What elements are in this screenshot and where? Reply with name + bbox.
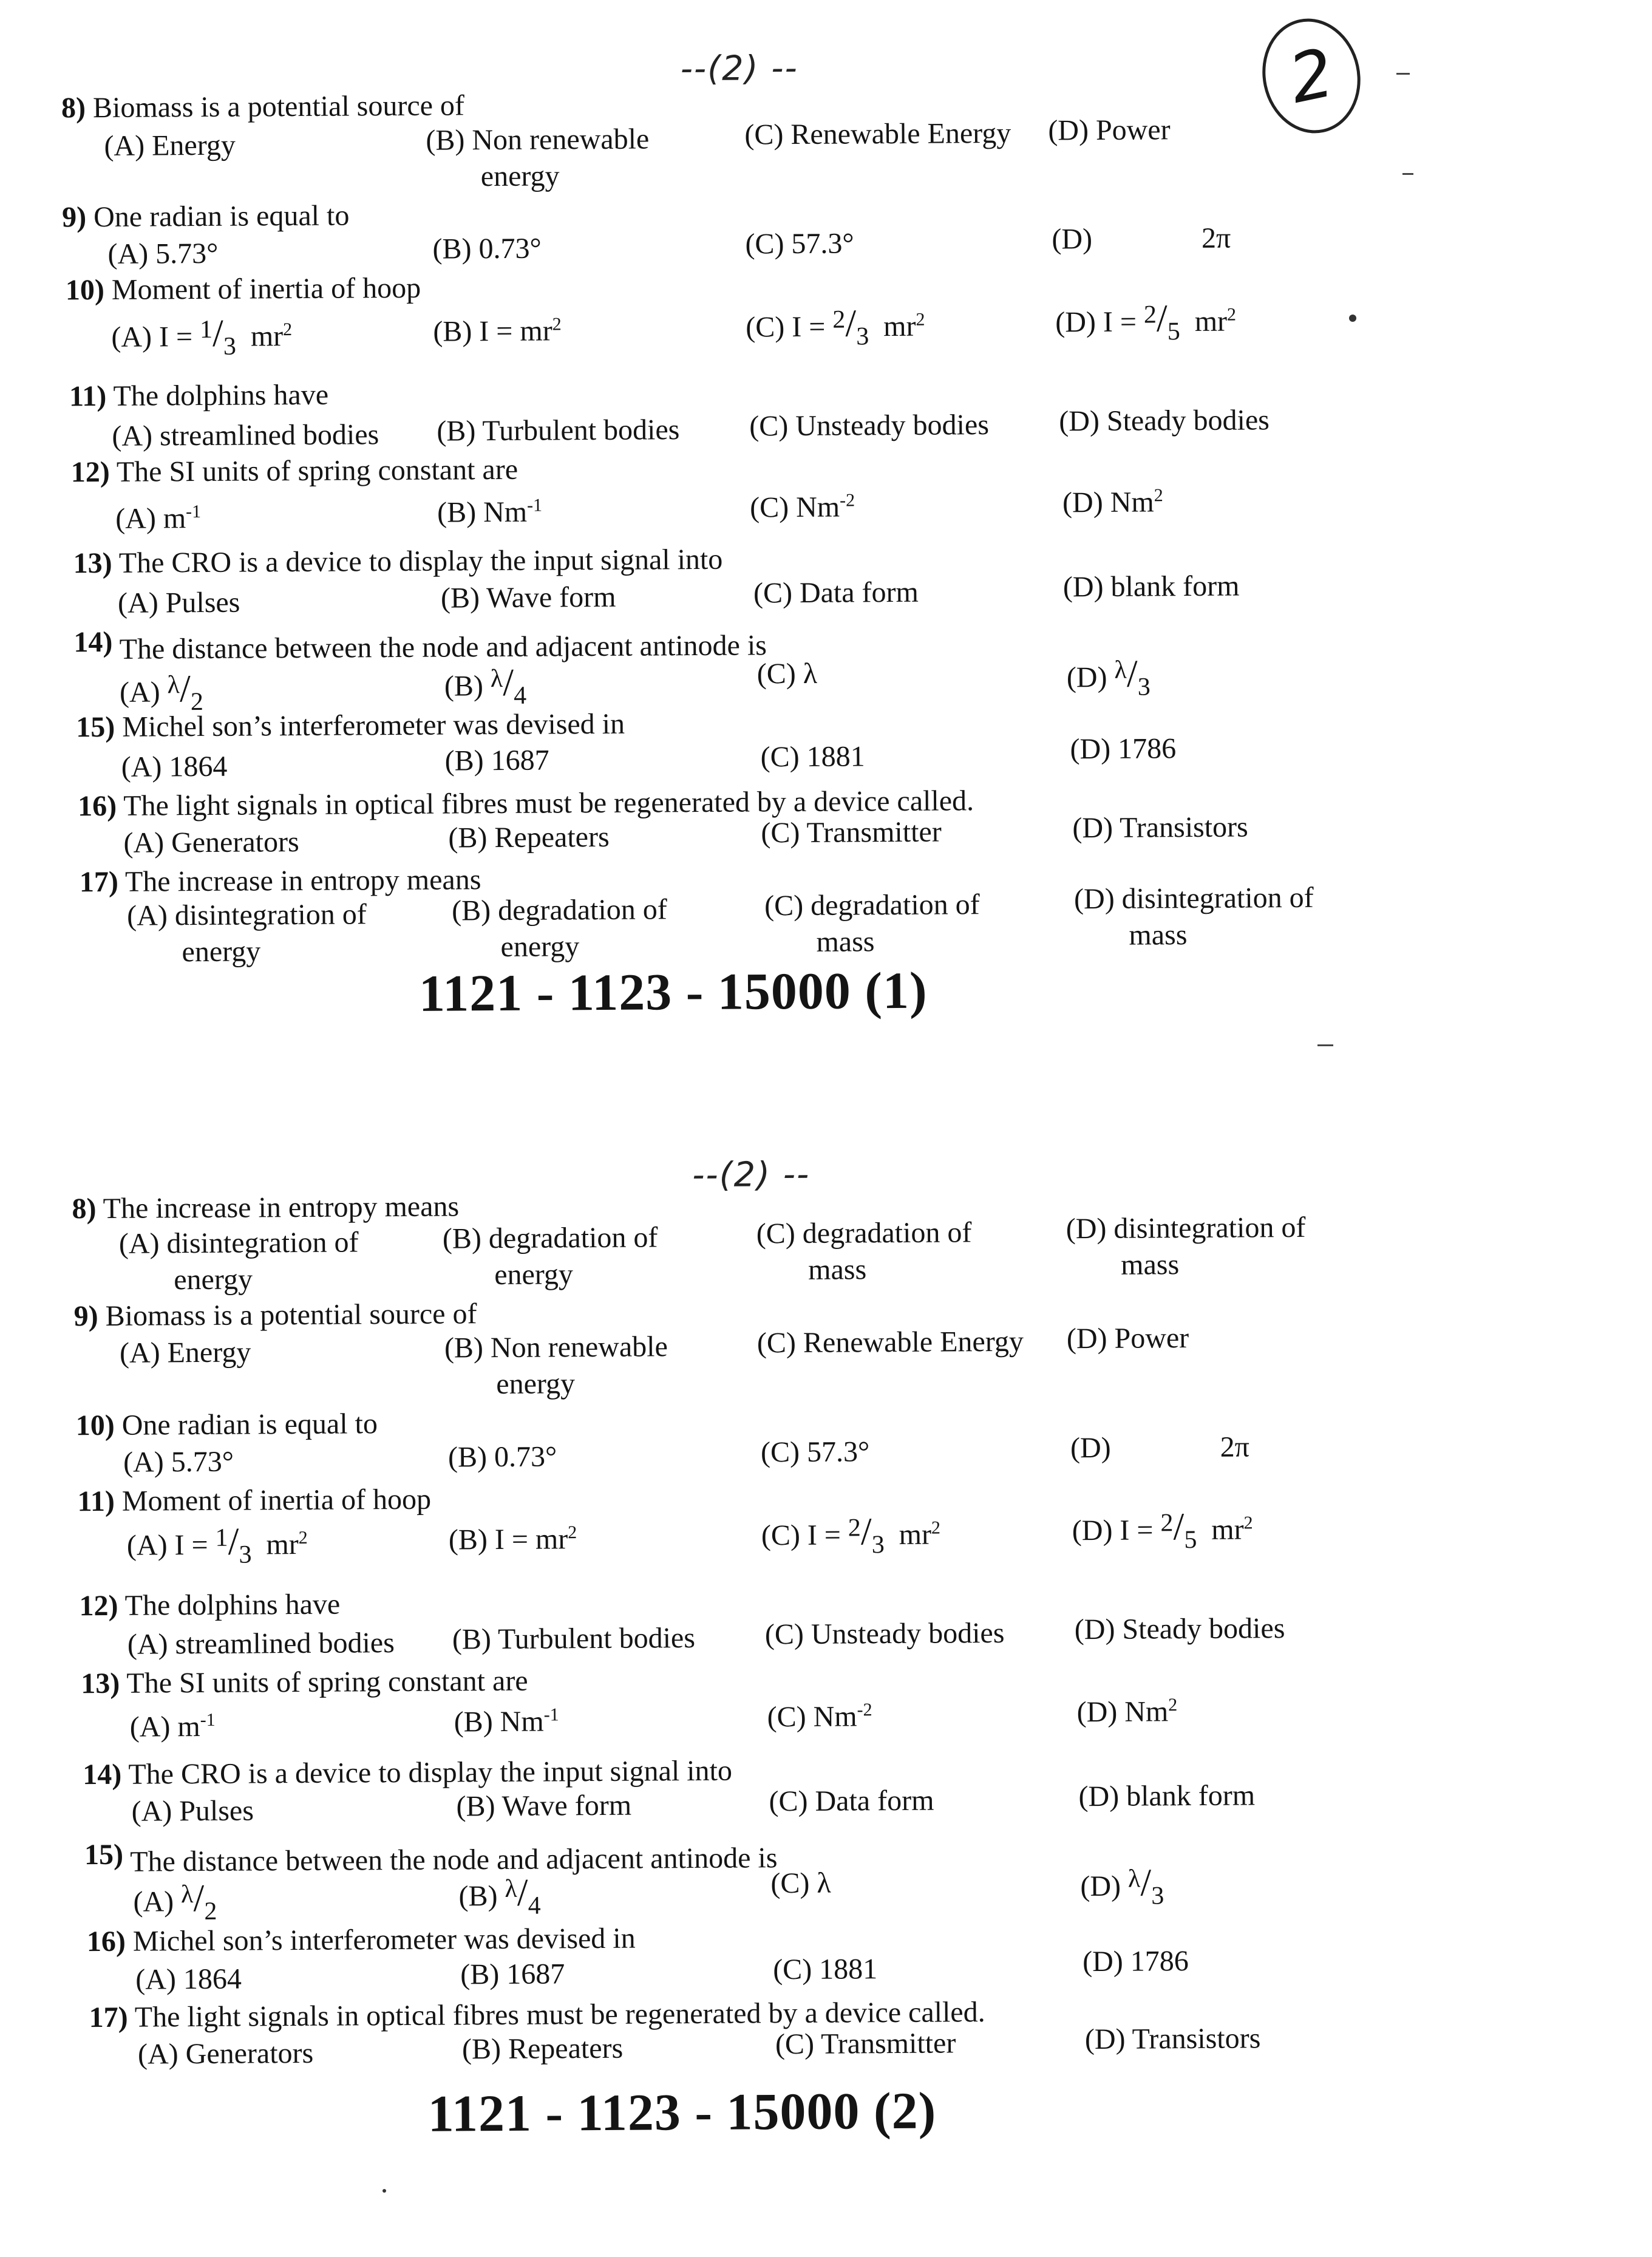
option-d: (D) Power xyxy=(1066,1322,1189,1355)
option-c: (C) degradation of mass xyxy=(756,1216,972,1286)
option-d: (D) blank form xyxy=(1078,1779,1256,1813)
question: 17) The increase in entropy means xyxy=(79,863,481,899)
option-a: (A) 5.73° xyxy=(107,237,219,270)
question-block-2 xyxy=(0,1143,1652,2143)
fraction: λ/4 xyxy=(505,1870,541,1920)
option-d: (D) 1786 xyxy=(1082,1945,1189,1978)
question xyxy=(61,91,464,123)
paper-code: 1121 - 1123 - 15000 (2) xyxy=(427,2081,937,2143)
margin-mark xyxy=(1317,1044,1333,1046)
option-d: (D) Nm$^2$ xyxy=(1062,485,1163,519)
option-a: (A) Pulses xyxy=(117,586,240,619)
option-a: (A) 5.73° xyxy=(123,1445,234,1479)
option-b: (B) Repeaters xyxy=(461,2032,624,2066)
fraction: λ/4 xyxy=(490,660,527,710)
option-b: (B) 1687 xyxy=(460,1958,565,1991)
option-a: (A) streamlined bodies xyxy=(127,1627,395,1661)
option-a: (A) $m^{-1}$ xyxy=(129,1709,216,1743)
option-a: (A) 1864 xyxy=(135,1963,242,1996)
option-b: (B) Wave form xyxy=(456,1789,632,1823)
question: 8) The increase in entropy means xyxy=(72,1190,460,1225)
option-c: (C) I = 2/3 $mr^2$ xyxy=(746,301,925,351)
option-b: (B) $I = mr^2$ xyxy=(433,314,562,348)
question: 11) Moment of inertia of hoop xyxy=(77,1483,432,1518)
option-c: (C) 1881 xyxy=(760,740,865,774)
question: 13) The SI units of spring constant are xyxy=(81,1664,528,1700)
option-a: (A) I = 1/3 $mr^2$ xyxy=(126,1519,308,1569)
option-d: (D) disintegration of mass xyxy=(1066,1211,1306,1281)
option-b: (B) Wave form xyxy=(440,580,616,614)
option-b: (B) Repeaters xyxy=(448,820,610,854)
fraction: λ/3 xyxy=(1127,1860,1164,1910)
option-c: (C) Transmitter xyxy=(761,815,942,849)
option-c: (C) Data form xyxy=(753,576,919,610)
question: 10) Moment of inertia of hoop xyxy=(65,271,421,307)
question: 9) One radian is equal to xyxy=(62,199,350,234)
option-c: (C) I = 2/3 $mr^2$ xyxy=(761,1510,941,1559)
option-a: (A) Generators xyxy=(137,2037,314,2071)
question: 13) The CRO is a device to display the input signal into xyxy=(73,543,723,580)
fraction: 1/3 xyxy=(199,311,237,361)
margin-mark xyxy=(1396,73,1410,75)
margin-mark xyxy=(1402,173,1413,175)
option-b: (B) Turbulent bodies xyxy=(437,414,680,448)
question-text: Biomass is a potential source of xyxy=(92,89,465,124)
question: 9) Biomass is a potential source of xyxy=(73,1298,477,1333)
option-b: (B) $Nm^{-1}$ xyxy=(437,495,543,529)
option-d: (D) λ/3 xyxy=(1066,652,1151,701)
fraction: 2/3 xyxy=(848,1510,885,1559)
question: 16) The light signals in optical fibres must be regenerated by a device called. xyxy=(77,785,974,823)
option-c: (C) λ xyxy=(756,657,818,690)
option-d: (D) 2π xyxy=(1070,1431,1250,1465)
option-c: (C) $Nm^{-2}$ xyxy=(767,1700,872,1734)
option-a: (A) λ/2 xyxy=(119,667,204,717)
option-a: (A) Pulses xyxy=(131,1794,254,1828)
option-c: (C) 1881 xyxy=(773,1953,878,1986)
fraction: λ/2 xyxy=(180,1876,217,1925)
fraction: λ/2 xyxy=(167,667,204,717)
option-b: (B) degradation of energy xyxy=(452,893,667,963)
option-c: (C) Unsteady bodies xyxy=(764,1616,1005,1651)
option-a: (A) λ/2 xyxy=(133,1876,217,1925)
option-b: (B) Turbulent bodies xyxy=(452,1622,696,1656)
option-b: (B) λ/4 xyxy=(458,1870,541,1920)
page-mark-circle xyxy=(1252,9,1371,142)
option-c: (C) λ xyxy=(770,1867,831,1900)
option-b: (B) $Nm^{-1}$ xyxy=(454,1704,559,1738)
option-d: (D) 2π xyxy=(1052,222,1231,256)
option-d: (D) Transistors xyxy=(1084,2022,1261,2056)
page-mark: 2 xyxy=(1282,33,1341,118)
option-c: (C) degradation of mass xyxy=(764,888,980,958)
option-c: (C) Transmitter xyxy=(775,2027,956,2061)
option-d: (D) Steady bodies xyxy=(1074,1612,1285,1646)
question: 16) Michel son’s interferometer was devised in xyxy=(86,1922,636,1958)
fraction: 2/5 xyxy=(1160,1505,1197,1554)
option-c: (C) Unsteady bodies xyxy=(749,409,990,443)
option-c: (C) Data form xyxy=(769,1784,934,1818)
option-b: (B) Non renewable energy xyxy=(426,123,650,193)
paper-code: 1121 - 1123 - 15000 (1) xyxy=(418,961,928,1023)
question: 14) The CRO is a device to display the input signal into xyxy=(83,1754,733,1791)
option-a: (A) Generators xyxy=(123,826,299,859)
option-a: (A) disintegration of energy xyxy=(118,1226,359,1296)
option-b: (B) 1687 xyxy=(444,744,549,777)
option-c: (C) 57.3° xyxy=(745,227,854,260)
option-d: (D) Power xyxy=(1048,114,1171,147)
option-b: (B) λ/4 xyxy=(444,660,527,710)
fraction: λ/3 xyxy=(1114,652,1151,701)
option-a: (A) Energy xyxy=(104,129,236,162)
option-a: (A) disintegration of energy xyxy=(127,898,367,969)
option-a: (A) $m^{-1}$ xyxy=(115,501,202,535)
question: 12) The SI units of spring constant are xyxy=(70,453,518,489)
page-label: --(2) -- xyxy=(680,48,798,89)
option-a: (A) I = 1/3 $mr^2$ xyxy=(111,311,293,361)
margin-speck xyxy=(1349,315,1356,322)
option-a: (A) Energy xyxy=(119,1336,251,1369)
option-d: (D) λ/3 xyxy=(1080,1860,1164,1910)
fraction: 2/3 xyxy=(832,301,869,351)
question: 15) Michel son’s interferometer was devised in xyxy=(76,707,625,744)
question: 11) The dolphins have xyxy=(69,378,329,413)
option-d: (D) I = 2/5 $mr^2$ xyxy=(1055,296,1237,346)
option-d: (D) Steady bodies xyxy=(1059,404,1270,438)
option-d: (D) disintegration of mass xyxy=(1073,881,1314,951)
option-c: (C) Renewable Energy xyxy=(756,1325,1024,1360)
margin-speck xyxy=(382,2189,386,2193)
option-b: (B) 0.73° xyxy=(447,1440,557,1474)
option-c: (C) Renewable Energy xyxy=(744,117,1011,151)
page-label: --(2) -- xyxy=(692,1154,811,1196)
option-c: (C) 57.3° xyxy=(760,1435,870,1469)
option-d: (D) blank form xyxy=(1062,570,1240,604)
option-b: (B) degradation of energy xyxy=(442,1221,658,1292)
question: 17) The light signals in optical fibres must be regenerated by a device called. xyxy=(89,1996,985,2034)
option-a: (A) 1864 xyxy=(121,750,228,783)
option-d: (D) Transistors xyxy=(1072,811,1248,845)
option-b: (B) 0.73° xyxy=(432,232,542,265)
option-b: (B) $I = mr^2$ xyxy=(448,1522,577,1556)
question: 10) One radian is equal to xyxy=(75,1408,378,1442)
option-c: (C) $Nm^{-2}$ xyxy=(749,490,855,524)
option-d: (D) Nm$^2$ xyxy=(1076,1695,1178,1729)
question: 14) The distance between the node and adjacent antinode is xyxy=(73,625,767,666)
fraction: 2/5 xyxy=(1143,296,1180,346)
question: 12) The dolphins have xyxy=(79,1588,341,1622)
option-d: (D) I = 2/5 $mr^2$ xyxy=(1072,1505,1253,1554)
option-b: (B) Non renewable energy xyxy=(444,1330,668,1401)
question-number: 8) xyxy=(61,92,86,124)
option-d: (D) 1786 xyxy=(1070,732,1177,766)
option-a: (A) streamlined bodies xyxy=(112,418,379,452)
fraction: 1/3 xyxy=(215,1519,252,1569)
question: 15) The distance between the node and adjacent antinode is xyxy=(84,1838,778,1878)
